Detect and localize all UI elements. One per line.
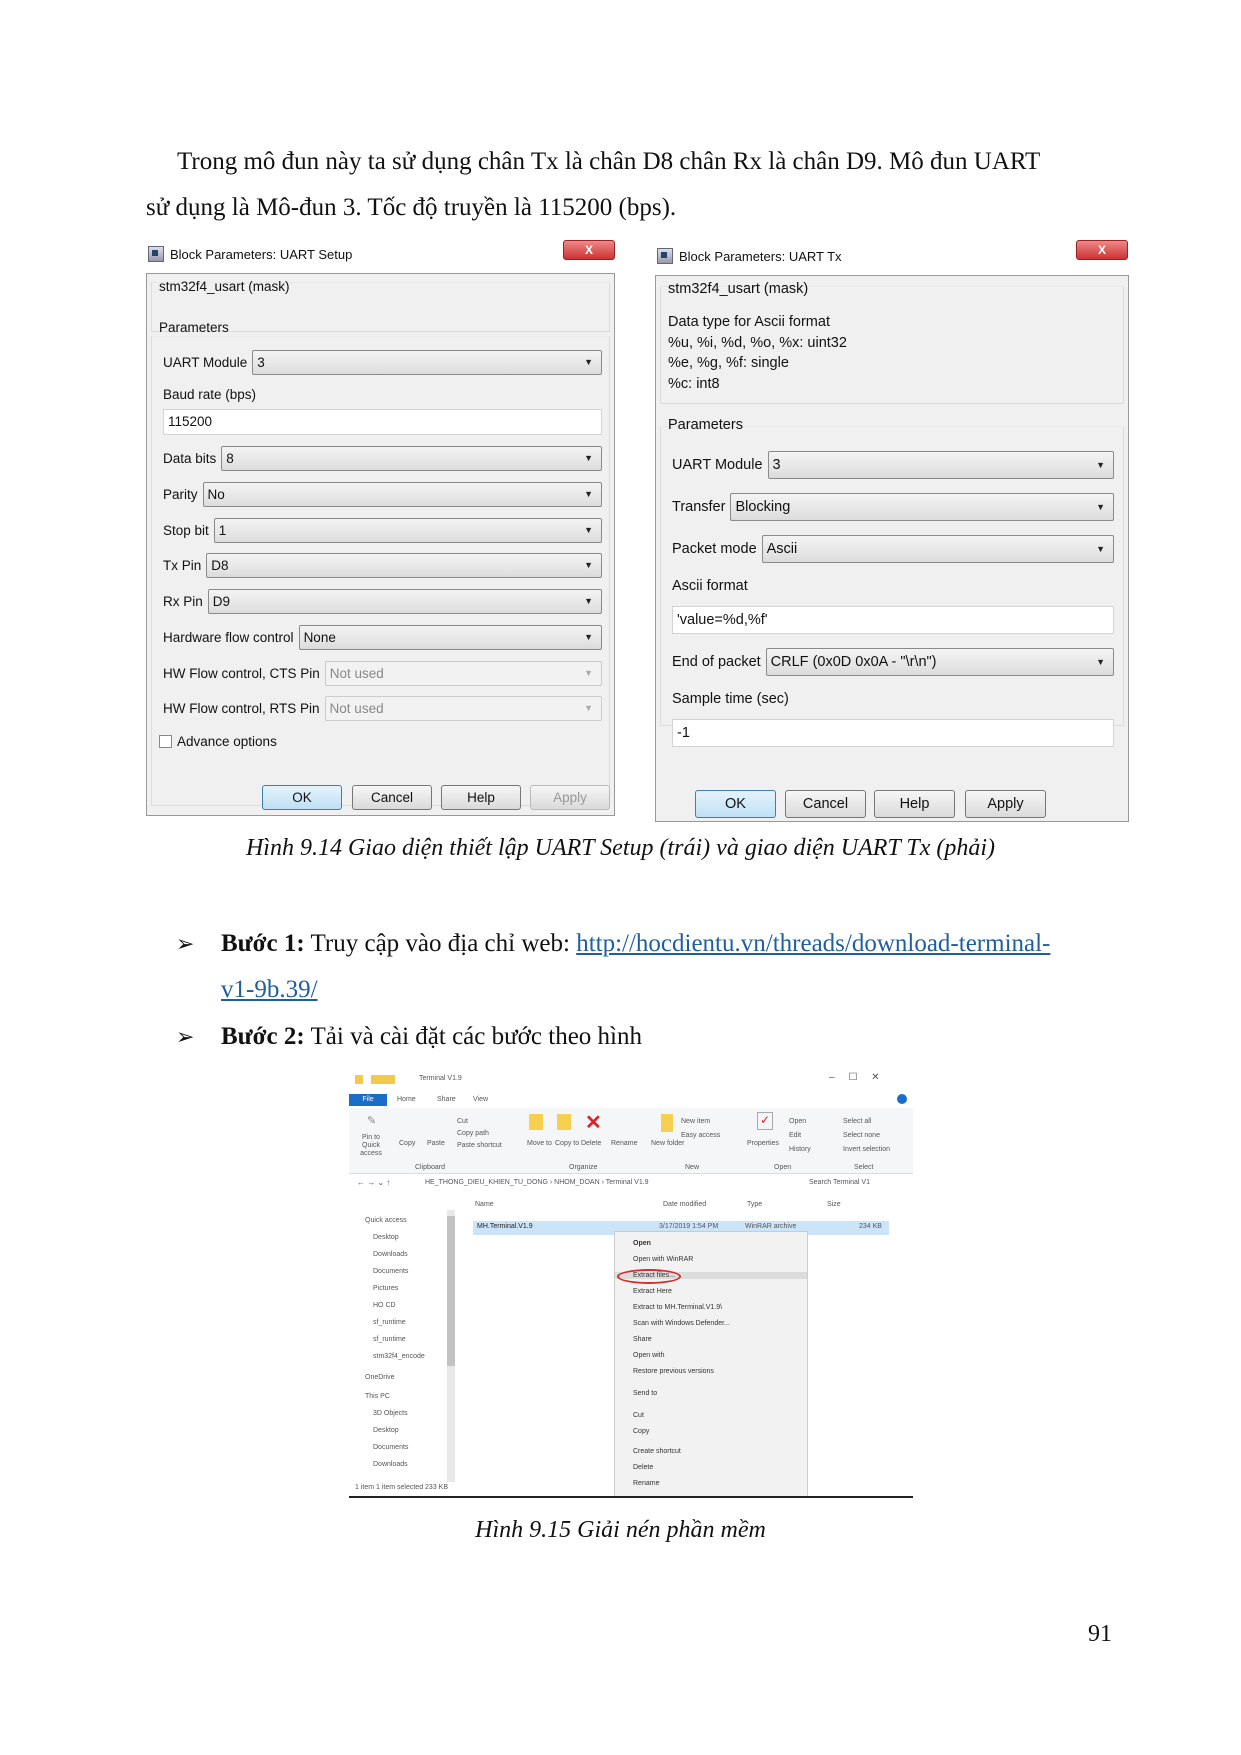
ribbon-item[interactable]: Copy to [555,1140,580,1147]
cancel-button[interactable]: Cancel [785,790,866,818]
ribbon-item[interactable]: Move to [527,1140,552,1147]
parameters-label: Parameters [668,417,743,433]
data-bits-label: Data bits [163,451,217,466]
rts-row [163,696,602,721]
file-name[interactable]: MH.Terminal.V1.9 [477,1223,533,1230]
hw-flow-select[interactable]: None ▼ [299,625,602,650]
stop-bit-label: Stop bit [163,523,209,538]
column-header[interactable]: Size [827,1201,841,1208]
ok-button[interactable]: OK [262,785,342,810]
end-of-packet-row [672,648,1114,676]
context-menu-item[interactable]: Rename [633,1480,660,1487]
new-folder-icon[interactable] [661,1114,673,1132]
rts-label: HW Flow control, RTS Pin [163,701,320,716]
delete-icon[interactable]: ✕ [585,1112,602,1134]
context-menu-item[interactable]: Extract Here [633,1288,672,1295]
ribbon-group-label: Organize [569,1164,598,1171]
paragraph-line-2: sử dụng là Mô-đun 3. Tốc độ truyền là 115200 (bps). [146,194,677,221]
ribbon-item[interactable]: Paste [427,1140,445,1147]
hw-flow-label: Hardware flow control [163,630,294,645]
cancel-button[interactable]: Cancel [352,785,432,810]
figure-caption-1: Hình 9.14 Giao diện thiết lập UART Setup (trái) và giao diện UART Tx (phải) [245,835,996,861]
nav-item[interactable]: Documents [373,1268,409,1275]
nav-scrollbar-thumb[interactable] [447,1216,455,1366]
nav-item[interactable]: sf_runtime [373,1336,406,1343]
end-of-packet-label: End of packet [672,654,761,670]
parity-row [163,482,602,507]
context-menu-item[interactable]: Restore previous versions [633,1368,714,1375]
tx-pin-label: Tx Pin [163,558,202,573]
parity-label: Parity [163,487,198,502]
properties-icon[interactable]: ✓ [757,1112,773,1130]
data-bits-select[interactable]: 8 ▼ [221,446,602,471]
close-button[interactable]: X [1076,240,1128,260]
window-controls-icon[interactable]: – ☐ ✕ [829,1072,880,1083]
page-number: 91 [1088,1621,1112,1647]
tab-share[interactable]: Share [437,1096,456,1103]
file-explorer-screenshot [349,1070,913,1498]
ribbon-group-label: Open [774,1164,792,1171]
ribbon-item[interactable]: Cut [457,1118,468,1125]
help-icon[interactable] [897,1094,907,1104]
ribbon-item[interactable]: Copy path [457,1130,489,1137]
uart-module-row [163,350,602,375]
ribbon-item[interactable]: Edit [789,1132,802,1139]
nav-item[interactable]: Downloads [373,1251,408,1258]
ribbon-item[interactable]: New folder [651,1140,685,1147]
download-link-continued[interactable]: v1-9b.39/ [221,976,318,1003]
context-menu-item[interactable]: Send to [633,1390,658,1397]
step-1-text: Truy cập vào địa chỉ web: [304,930,577,957]
context-menu-item[interactable]: Scan with Windows Defender... [633,1320,730,1327]
context-menu-item[interactable]: Cut [633,1412,644,1419]
ribbon-item[interactable]: Select none [843,1132,880,1139]
tab-view[interactable]: View [473,1096,489,1103]
download-link[interactable]: http://hocdientu.vn/threads/download-terminal- [576,930,1051,957]
ribbon-item[interactable]: History [789,1146,811,1153]
baud-rate-label: Baud rate (bps) [163,387,257,402]
uart-setup-dialog [146,240,615,816]
file-size: 234 KB [859,1223,882,1230]
ribbon-item[interactable]: Rename [611,1140,638,1147]
block-icon [148,246,164,262]
context-menu-item[interactable]: Copy [633,1428,650,1435]
uart-module-select[interactable]: 3 ▼ [252,350,602,375]
transfer-row [672,493,1114,521]
stop-bit-select[interactable]: 1 ▼ [214,518,602,543]
uart-module-select[interactable]: 3 ▼ [768,451,1114,479]
file-date: 3/17/2019 1:54 PM [659,1223,719,1230]
ribbon-item[interactable]: Properties [747,1140,779,1147]
rx-pin-select[interactable]: D9 ▼ [208,589,602,614]
extract-files-highlight-circle [617,1269,681,1284]
status-bar: 1 item 1 item selected 233 KB [355,1484,448,1491]
help-button[interactable]: Help [441,785,521,810]
uart-module-row [672,451,1114,479]
figure-caption-2: Hình 9.15 Giải nén phần mềm [475,1517,766,1543]
hw-flow-row [163,625,602,650]
end-of-packet-select[interactable]: CRLF (0x0D 0x0A - "\r\n") ▼ [766,648,1114,676]
ribbon-group-label: New [685,1164,700,1171]
step-1 [221,930,1050,958]
tx-pin-row [163,553,602,578]
desc-line: %c: int8 [668,376,720,392]
tab-home[interactable]: Home [397,1096,416,1103]
column-header[interactable]: Name [475,1201,494,1208]
nav-item[interactable]: Documents [373,1444,409,1451]
advance-options-label: Advance options [177,734,277,749]
context-menu-item[interactable]: Open with WinRAR [633,1256,694,1263]
step-2-label: Bước 2: [221,1023,305,1050]
pin-icon[interactable]: ✎ [367,1115,377,1127]
rx-pin-label: Rx Pin [163,594,203,609]
cts-label: HW Flow control, CTS Pin [163,666,320,681]
dialog-title: Block Parameters: UART Tx [679,248,842,264]
ribbon-item[interactable]: Invert selection [843,1146,891,1153]
ribbon-item[interactable]: Select all [843,1118,872,1125]
nav-item[interactable]: Desktop [373,1427,399,1434]
address-bar[interactable]: HE_THONG_DIEU_KHIEN_TU_DONG › NHOM_DOAN › Terminal V1.9 [425,1179,649,1186]
sample-time-label: Sample time (sec) [672,691,789,707]
apply-button[interactable]: Apply [965,790,1046,818]
step-2 [221,1023,642,1051]
ascii-format-label: Ascii format [672,578,748,594]
nav-item[interactable]: HO CD [373,1302,396,1309]
tab-file[interactable]: File [349,1094,387,1106]
column-header[interactable]: Date modified [663,1201,707,1208]
tx-pin-select[interactable]: D8 ▼ [206,553,602,578]
parity-select[interactable]: No ▼ [203,482,602,507]
parameters-label: Parameters [159,320,229,335]
baud-rate-input[interactable]: 115200 [163,409,602,435]
search-input[interactable]: Search Terminal V1 [809,1179,870,1186]
window-title: Terminal V1.9 [419,1075,462,1082]
ribbon-item[interactable]: Copy [399,1140,416,1147]
cts-select[interactable]: Not used ▼ [325,661,602,686]
arrow-bullet-icon: ➢ [176,931,195,956]
nav-item[interactable]: Quick access [365,1217,407,1224]
nav-arrows-icon[interactable]: ← → ⌄ ↑ [357,1178,391,1187]
nav-item[interactable]: stm32f4_encode [373,1353,425,1360]
packet-mode-row [672,535,1114,563]
nav-item[interactable]: sf_runtime [373,1319,406,1326]
desc-line: Data type for Ascii format [668,314,830,330]
context-menu-item[interactable]: Share [633,1336,652,1343]
help-button[interactable]: Help [874,790,955,818]
ascii-format-input[interactable]: 'value=%d,%f' [672,606,1114,634]
nav-item[interactable]: Downloads [373,1461,408,1468]
advance-options-checkbox[interactable] [159,735,172,748]
sample-time-input[interactable]: -1 [672,719,1114,747]
context-menu-item[interactable]: Extract files... [615,1272,807,1279]
context-menu-item[interactable]: Extract to MH.Terminal.V1.9\ [633,1304,723,1311]
file-type: WinRAR archive [745,1223,797,1230]
mask-label: stm32f4_usart (mask) [668,281,809,297]
column-header[interactable]: Type [747,1201,763,1208]
context-menu-item[interactable]: Open with [633,1352,665,1359]
ok-button[interactable]: OK [695,790,776,818]
uart-tx-dialog [655,240,1129,822]
path-segment[interactable]: NHOM_DOAN [554,1179,600,1186]
uart-module-label: UART Module [672,457,763,473]
ribbon-group-label: Select [854,1164,874,1171]
arrow-bullet-icon: ➢ [176,1024,195,1049]
block-icon [657,248,673,264]
packet-mode-select[interactable]: Ascii ▼ [762,535,1114,563]
nav-item[interactable]: Desktop [373,1234,399,1241]
paragraph-line-1: Trong mô đun này ta sử dụng chân Tx là chân D8 chân Rx là chân D9. Mô đun UART [177,148,1041,175]
advance-options[interactable] [159,729,277,754]
nav-item[interactable]: This PC [365,1393,390,1400]
rx-pin-row [163,589,602,614]
transfer-select[interactable]: Blocking ▼ [730,493,1114,521]
path-segment[interactable]: Terminal V1.9 [605,1179,649,1186]
apply-button[interactable]: Apply [530,785,610,810]
context-menu-item[interactable]: Create shortcut [633,1448,681,1455]
rts-select[interactable]: Not used ▼ [325,696,602,721]
packet-mode-label: Packet mode [672,541,757,557]
context-menu-item[interactable]: Delete [633,1464,654,1471]
uart-module-label: UART Module [163,355,248,370]
path-segment[interactable]: HE_THONG_DIEU_KHIEN_TU_DONG [425,1179,548,1186]
quick-toolbar-icons [355,1075,395,1084]
desc-line: %e, %g, %f: single [668,355,789,371]
copy-to-icon[interactable] [557,1114,571,1130]
nav-item[interactable]: 3D Objects [373,1410,408,1417]
step-1-label: Bước 1: [221,930,305,957]
nav-item[interactable]: OneDrive [365,1374,395,1381]
ribbon-item[interactable]: Pin to Quick access [360,1134,382,1157]
ribbon-item[interactable]: Open [789,1118,807,1125]
ribbon-item[interactable]: Easy access [681,1132,721,1139]
move-to-icon[interactable] [529,1114,543,1130]
dialog-title: Block Parameters: UART Setup [170,246,353,262]
ribbon-item[interactable]: Delete [581,1140,602,1147]
data-bits-row [163,446,602,471]
nav-item[interactable]: Pictures [373,1285,399,1292]
step-2-text: Tải và cài đặt các bước theo hình [304,1023,642,1050]
context-menu-item[interactable]: Open [633,1240,651,1247]
transfer-label: Transfer [672,499,726,515]
context-menu [614,1231,808,1498]
ribbon-group-label: Clipboard [415,1164,445,1171]
mask-label: stm32f4_usart (mask) [159,279,290,294]
cts-row [163,661,602,686]
close-button[interactable]: X [563,240,615,260]
ribbon-item[interactable]: New item [681,1118,711,1125]
ribbon-item[interactable]: Paste shortcut [457,1142,502,1149]
desc-line: %u, %i, %d, %o, %x: uint32 [668,335,847,351]
stop-bit-row [163,518,602,543]
